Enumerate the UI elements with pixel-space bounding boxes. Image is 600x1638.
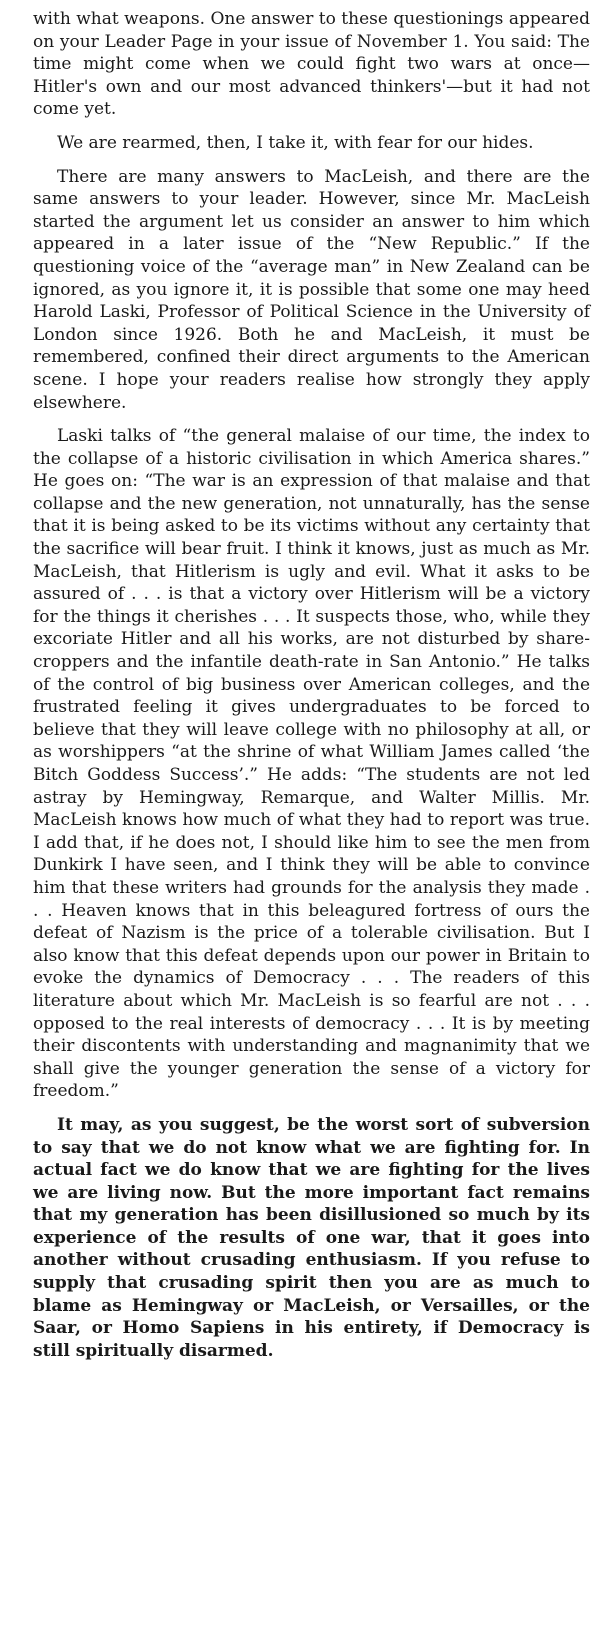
paragraph-1: with what weapons. One answer to these questionings appeared on your Leader Page in your issue of November 1. You said: The time might come when we could fight two wars at once—Hitler's own and our most advanced thinkers'—but it had not come yet. (33, 9, 590, 120)
paragraph-3: There are many answers to MacLeish, and there are the same answers to your leader. However, since Mr. MacLeish started the argument let us consider an answer to him which appeared in a later issue of the “New Republic.” If the questioning voice of the “average man” in New Zealand can be ignored, as you ignore it, it is possible that some one may heed Harold Laski, Professor of Political Science in the University of London since 1926. Both he and MacLeish, it must be remembered, confined their direct arguments to the American scene. I hope your readers realise how strongly they apply elsewhere. (33, 166, 590, 413)
paragraph-2: We are rearmed, then, I take it, with fear for our hides. (57, 132, 534, 153)
paragraph-4: Laski talks of “the general malaise of our time, the index to the collapse of a historic civilisation in which America shares.” He goes on: “The war is an expression of that malaise and that collapse and the new generation, not unnaturally, has the sense that it is being asked to be its victims without any certainty that the sacrifice will bear fruit. I think it knows, just as much as Mr. MacLeish, that Hitlerism is ugly and evil. What it asks to be assured of . . . is that a victory over Hitlerism will be a victory for the things it cherishes . . . It suspects those, who, while they excoriate Hitler and all his works, are not disturbed by share-croppers and the infantile death-rate in San Antonio.” He talks of the control of big business over American colleges, and the frustrated feeling it gives undergraduates to be forced to believe that they will leave college with no philosophy at all, or as worshippers “at the shrine of what William James called ‘the Bitch Goddess Success’.” He adds: “The students are not led astray by Hemingway, Remarque, and Walter Millis. Mr. MacLeish knows how much of what they had to report was true. I add that, if he does not, I should like him to see the men from Dunkirk I have seen, and I think they will be able to convince him that these writers had grounds for the analysis they made . . . Heaven knows that in this beleagured fortress of ours the defeat of Nazism is the price of a tolerable civilisation. But I also know that this defeat depends upon our power in Britain to evoke the dynamics of Democracy . . . The readers of this literature about which Mr. MacLeish is so fearful are not . . . opposed to the real interests of democracy . . . It is by meeting their discontents with understanding and magnanimity that we shall give the younger generation the sense of a victory for freedom.” (33, 426, 590, 1102)
paragraph-5: It may, as you suggest, be the worst sort of subversion to say that we do not know what we are fighting for. In actual fact we do know that we are fighting for the lives we are living now. But the more important fact remains that my generation has been disillusioned so much by its experience of the results of one war, that it goes into another without crusading enthusiasm. If you refuse to supply that crusading spirit then you are as much to blame as Hemingway or MacLeish, or Versailles, or the Saar, or Homo Sapiens in his entirety, if Democracy is still spiritually disarmed. (33, 1114, 590, 1361)
